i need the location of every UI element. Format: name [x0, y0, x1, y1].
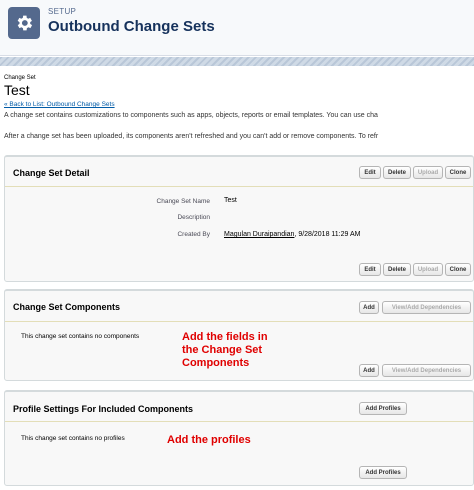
- edit-button[interactable]: Edit: [359, 166, 381, 179]
- components-annotation-line-2: the Change Set: [182, 344, 263, 356]
- delete-button-bottom[interactable]: Delete: [383, 263, 411, 276]
- profiles-annotation: Add the profiles: [167, 434, 251, 446]
- components-annotation-line-3: Components: [182, 357, 250, 369]
- change-set-detail-panel: [4, 155, 474, 282]
- info-text-1: A change set contains customizations to components such as apps, objects, reports or email templates. You can use cha: [4, 112, 378, 119]
- gear-icon-svg: [14, 13, 34, 33]
- back-to-list-link[interactable]: « Back to List: Outbound Change Sets: [4, 101, 115, 108]
- setup-label: SETUP: [48, 7, 77, 16]
- components-separator: [5, 321, 473, 322]
- view-add-dependencies-button[interactable]: View/Add Dependencies: [382, 301, 471, 314]
- no-components-text: This change set contains no components: [21, 333, 140, 340]
- page-header: [0, 0, 474, 56]
- decorative-stripe: [0, 57, 474, 66]
- clone-button-bottom[interactable]: Clone: [445, 263, 471, 276]
- created-by-user-link[interactable]: Magulan Duraipandian: [224, 231, 295, 238]
- gear-icon: [8, 7, 40, 39]
- profile-settings-title: Profile Settings For Included Components: [13, 404, 194, 414]
- breadcrumb-label: Change Set: [4, 75, 36, 81]
- description-label: Description: [177, 214, 210, 221]
- add-component-button[interactable]: Add: [359, 301, 379, 314]
- components-annotation-line-1: Add the fields in: [182, 331, 268, 343]
- profiles-separator: [5, 421, 473, 422]
- created-by-date: , 9/28/2018 11:29 AM: [294, 231, 361, 238]
- add-profiles-button-bottom[interactable]: Add Profiles: [359, 466, 407, 479]
- view-add-dependencies-button-bottom[interactable]: View/Add Dependencies: [382, 364, 471, 377]
- delete-button[interactable]: Delete: [383, 166, 411, 179]
- edit-button-bottom[interactable]: Edit: [359, 263, 381, 276]
- change-set-components-title: Change Set Components: [13, 302, 121, 312]
- change-set-detail-title: Change Set Detail: [13, 168, 90, 178]
- detail-separator: [5, 186, 473, 187]
- created-by-label: Created By: [177, 231, 210, 238]
- upload-button-bottom[interactable]: Upload: [413, 263, 443, 276]
- page-title: Test: [4, 82, 30, 98]
- change-set-name-value: Test: [224, 197, 237, 204]
- info-text-2: After a change set has been uploaded, its components aren't refreshed and you can't add or remove components. To refr: [4, 133, 379, 140]
- no-profiles-text: This change set contains no profiles: [21, 435, 125, 442]
- change-set-name-label: Change Set Name: [156, 198, 210, 205]
- clone-button[interactable]: Clone: [445, 166, 471, 179]
- components-annotation: [182, 331, 268, 370]
- created-by-value: [224, 231, 360, 238]
- header-title: Outbound Change Sets: [48, 18, 215, 35]
- add-profiles-button[interactable]: Add Profiles: [359, 402, 407, 415]
- upload-button[interactable]: Upload: [413, 166, 443, 179]
- add-component-button-bottom[interactable]: Add: [359, 364, 379, 377]
